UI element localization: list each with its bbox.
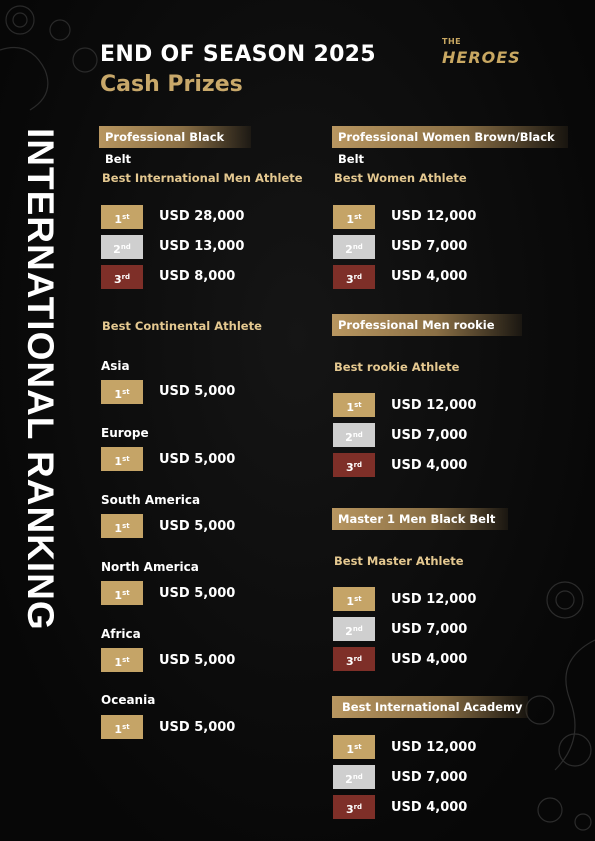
rank-badge-2nd: 2nd [333,423,375,447]
banner-professional-black-belt: Professional Black Belt [99,126,251,148]
prize-amount: USD 7,000 [391,428,468,443]
subhead-continental: Best Continental Athlete [102,319,262,333]
prize-amount: USD 5,000 [159,653,236,668]
rank-badge-2nd: 2nd [333,235,375,259]
page-title: END OF SEASON 2025 [100,42,376,67]
prize-amount: USD 8,000 [159,269,236,284]
rank-badge-3rd: 3rd [333,795,375,819]
prize-amount: USD 7,000 [391,622,468,637]
page-subtitle: Cash Prizes [100,72,243,97]
rank-badge-3rd: 3rd [333,647,375,671]
prize-amount: USD 5,000 [159,452,236,467]
rank-badge-3rd: 3rd [101,265,143,289]
banner-professional-men-rookie: Professional Men rookie [332,314,522,336]
logo-text-the: THE [442,37,462,46]
rank-badge-1st: 1st [101,205,143,229]
the-heroes-logo [442,37,542,71]
region-oceania: Oceania [101,693,156,707]
rank-badge-2nd: 2nd [333,765,375,789]
rank-badge-1st: 1st [101,715,143,739]
rank-badge-1st: 1st [101,514,143,538]
prize-amount: USD 13,000 [159,239,245,254]
prize-amount: USD 5,000 [159,384,236,399]
rank-badge-3rd: 3rd [333,265,375,289]
rank-badge-1st: 1st [333,393,375,417]
subhead-best-master: Best Master Athlete [334,554,464,568]
prize-amount: USD 12,000 [391,398,477,413]
subhead-best-rookie: Best rookie Athlete [334,360,460,374]
rank-badge-1st: 1st [101,648,143,672]
prize-amount: USD 12,000 [391,740,477,755]
region-north-america: North America [101,560,199,574]
rank-badge-1st: 1st [333,735,375,759]
prize-amount: USD 12,000 [391,209,477,224]
subhead-international-men: Best International Men Athlete [102,171,303,185]
rank-badge-1st: 1st [333,587,375,611]
logo-text-heroes: HEROES [442,48,521,67]
region-south-america: South America [101,493,201,507]
prize-amount: USD 5,000 [159,519,236,534]
vertical-title: INTERNATIONAL RANKING [20,128,61,631]
prize-amount: USD 4,000 [391,458,468,473]
prize-amount: USD 4,000 [391,652,468,667]
banner-best-international-academy: Best International Academy [332,696,528,718]
prize-amount: USD 4,000 [391,269,468,284]
rank-badge-1st: 1st [101,380,143,404]
banner-professional-women: Professional Women Brown/Black Belt [332,126,568,148]
prize-amount: USD 12,000 [391,592,477,607]
rank-badge-1st: 1st [333,205,375,229]
region-europe: Europe [101,426,149,440]
vertical-title-container [16,128,66,738]
rank-badge-2nd: 2nd [333,617,375,641]
rank-badge-3rd: 3rd [333,453,375,477]
region-africa: Africa [101,627,141,641]
prize-amount: USD 4,000 [391,800,468,815]
subhead-best-women: Best Women Athlete [334,171,467,185]
prize-amount: USD 5,000 [159,720,236,735]
prize-amount: USD 7,000 [391,239,468,254]
banner-master-1-men: Master 1 Men Black Belt [332,508,508,530]
ornament-top-left [0,0,110,120]
region-asia: Asia [101,359,130,373]
prize-amount: USD 28,000 [159,209,245,224]
prize-amount: USD 5,000 [159,586,236,601]
rank-badge-1st: 1st [101,581,143,605]
prize-amount: USD 7,000 [391,770,468,785]
rank-badge-1st: 1st [101,447,143,471]
rank-badge-2nd: 2nd [101,235,143,259]
